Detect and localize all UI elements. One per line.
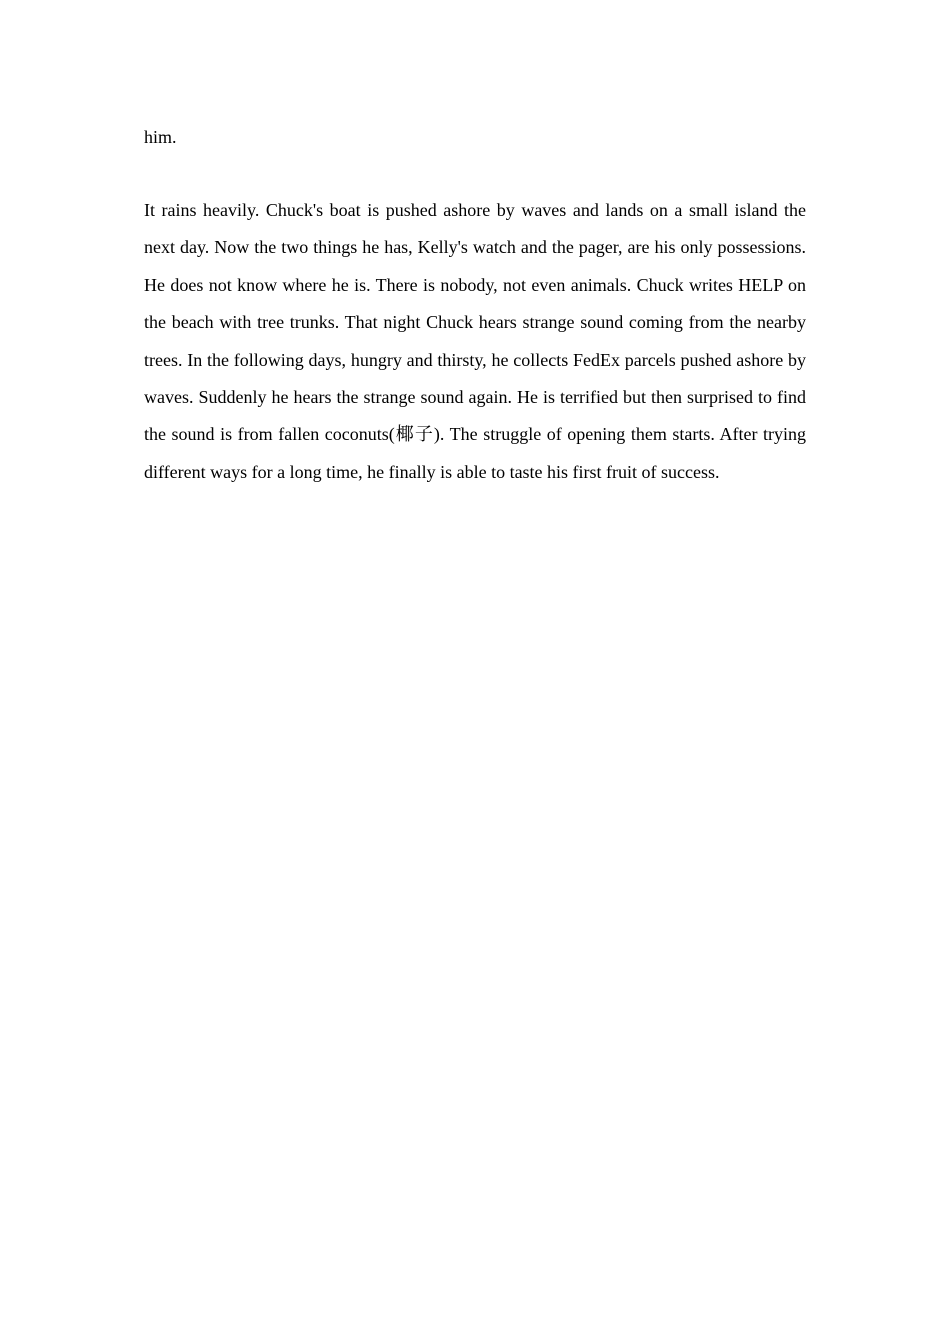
body-paragraph: It rains heavily. Chuck's boat is pushed ashore by waves and lands on a small island the next day. Now the two things he has, Kelly's watch and the pager, are his only possessions. He does not know where he is. There is nobody, not even animals. Chuck writes HELP on the beach with tree trunks. That night Chuck hears strange sound coming from the nearby trees. In the following days, hungry and thirsty, he collects FedEx parcels pushed ashore by waves. Suddenly he hears the strange sound again. He is terrified but then surprised to find the sound is from fallen coconuts(椰子). The struggle of opening them starts. After trying different ways for a long time, he finally is able to taste his first fruit of success. <box>144 200 806 482</box>
continued-text-line: him. <box>144 127 177 147</box>
